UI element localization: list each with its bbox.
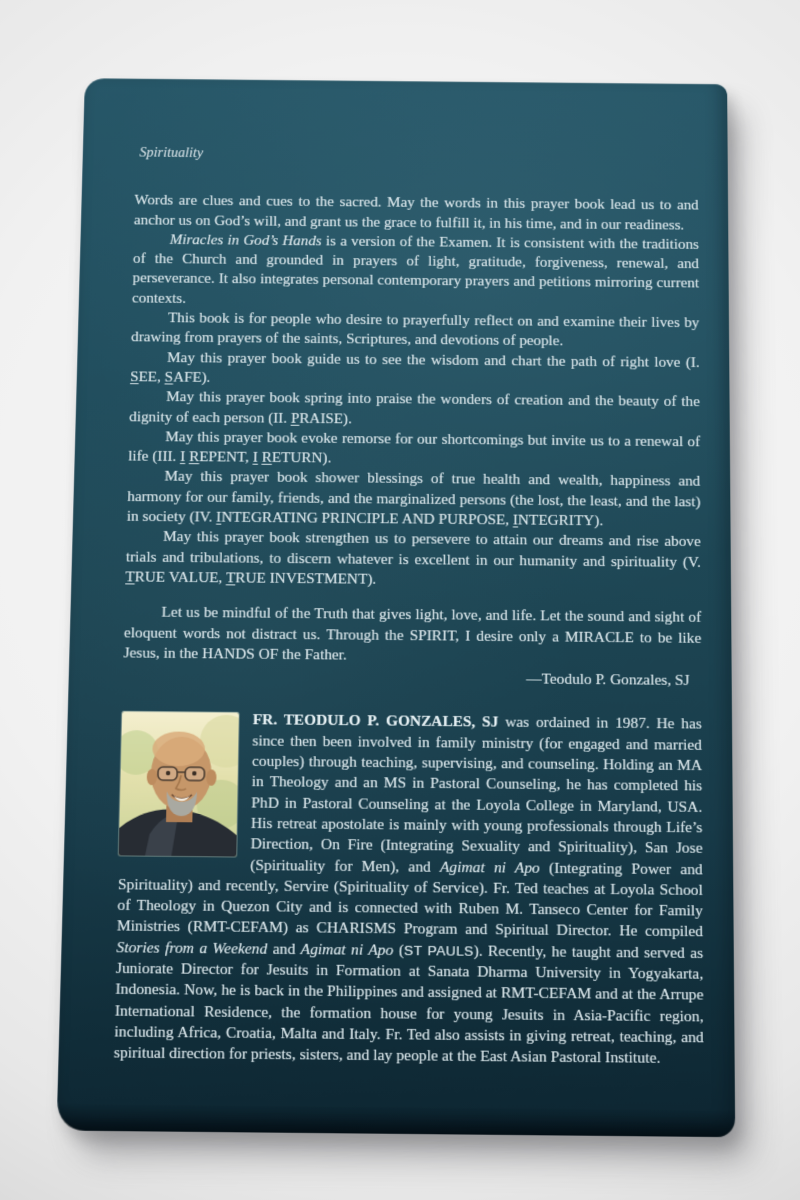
text-segment: NTEGRATING PRINCIPLE AND PURPOSE,	[221, 508, 514, 529]
text-segment: Agimat ni Apo	[300, 940, 394, 959]
author-signature: —Teodulo P. Gonzales, SJ	[526, 670, 690, 690]
text-segment: EPENT,	[198, 448, 253, 466]
text-segment: ST PAULS	[403, 942, 474, 959]
text-segment: S	[164, 368, 174, 386]
text-segment: Agimat ni Apo	[439, 857, 540, 877]
text-segment: May this prayer book evoke remorse for our shortcomings but invite us to a renewal of life (III.	[128, 428, 701, 466]
paragraph	[127, 467, 701, 533]
text-segment: is a version of the Examen. It is consistent with the traditions of the Church and grounded in prayers of light, gratitude, forgiveness, renewal, and perseverance. It also integrates personal contemporary prayers and petitions mirroring current contexts.	[131, 232, 700, 307]
text-segment: (	[393, 941, 405, 959]
text-segment: S	[129, 368, 139, 386]
text-segment: I	[512, 511, 519, 529]
text-segment: T	[225, 569, 236, 587]
text-segment: FR. TEODULO P. GONZALES, SJ	[252, 711, 499, 732]
text-segment: Miracles in God’s Hands	[169, 231, 322, 250]
paragraph	[129, 387, 700, 432]
text-segment: I	[216, 508, 222, 526]
bio-paragraph	[114, 709, 704, 1070]
text-segment: EE,	[138, 368, 165, 386]
text-segment: May this prayer book strengthen us to persevere to attain our dreams and rise above trials and tribulations, to discern whatever is excellent in our humanity and spirituality (V.	[125, 528, 701, 571]
text-segment: RAISE).	[299, 409, 353, 427]
text-segment: I	[252, 449, 259, 466]
paragraph	[130, 348, 700, 393]
author-portrait-illustration	[119, 712, 239, 857]
text-segment: RUE VALUE,	[134, 568, 227, 587]
paragraph	[123, 603, 701, 670]
author-bio-section	[114, 709, 704, 1070]
text-segment: (Integrating Power and Spirituality) and recently, Servire (Spirituality of Service). Fr. Ted teaches at Loyola School of Theology in Quezon City and is connected with Ruben M. Tanseco Center for Family Ministries (RMT-CEFAM) as CHARISMS Program and Spiritual Director. He compiled	[116, 858, 704, 941]
paragraph	[125, 527, 701, 593]
paragraph	[134, 191, 699, 235]
category-label: Spirituality	[139, 145, 204, 161]
blurb-text	[123, 191, 701, 669]
text-segment: AFE).	[172, 368, 211, 386]
paragraph	[132, 230, 699, 314]
text-segment: ). Recently, he taught and served as Juniorate Director for Jesuits in Formation at Sanata Dharma University in Yogyakarta, Indonesia. Now, he is back in the Philippines and assigned at RMT-CEFAM and at the Arrupe International Residence, the formation house for young Jesuits in Asia-Pacific region, including Africa, Croatia, Malta and Italy. Fr. Ted also assists in giving retreat, teaching, and spiritual direction for priests, sisters, and lay people at the East Asian Pastoral Institute.	[113, 941, 704, 1068]
text-segment: May this prayer book shower blessings of true health and wealth, happiness and harmony for our family, friends, and the marginalized persons (the lost, the least, and the last) in society (IV.	[126, 468, 701, 526]
text-segment: R	[261, 449, 272, 467]
text-segment: May this prayer book guide us to see the wisdom and chart the path of right love (I.	[167, 349, 700, 371]
cover-content	[113, 143, 704, 1095]
text-segment: R	[188, 448, 200, 466]
text-segment: NTEGRITY).	[518, 511, 604, 530]
book-back-cover	[57, 78, 736, 1137]
text-segment: RUE INVESTMENT).	[235, 569, 377, 588]
text-segment: P	[290, 409, 300, 427]
text-segment: This book is for people who desire to prayerfully reflect on and examine their lives by drawing from prayers of the saints, Scriptures, and devotions of people.	[130, 309, 700, 350]
paragraph	[128, 427, 700, 472]
text-segment: and	[267, 939, 301, 958]
text-segment: was ordained in 1987. He has since then been involved in family ministry (for engaged and married couples) through teaching, supervising, and counseling. Holding an MA in Theology and an MS in Pastoral Counseling, he has completed his PhD in Pastoral Counseling at the Loyola College in Maryland, USA. His retreat apostolate is mainly with young professionals through Life’s Direction, On Fire (Integrating Sexuality and Spirituality), San Jose (Spirituality for Men), and	[250, 713, 703, 876]
text-segment: I	[179, 448, 186, 466]
paragraph	[131, 308, 700, 353]
text-segment: May this prayer book spring into praise the wonders of creation and the beauty of the dignity of each person (II.	[129, 388, 700, 427]
text-segment: Stories from a Weekend	[116, 938, 268, 958]
text-segment: Words are clues and cues to the sacred. May the words in this prayer book lead us to and anchor us on God’s will, and grant us the grace to fulfill it, in his time, and in our readiness.	[133, 192, 699, 233]
text-segment: ETURN).	[271, 449, 332, 467]
text-segment: Let us be mindful of the Truth that gives light, love, and life. Let the sound and sight of eloquent words not distract us. Through the SPIRIT, I desire only a MIRACLE to be like Jesus, in the HANDS OF the Father.	[123, 603, 702, 664]
text-segment: T	[125, 568, 135, 586]
author-portrait-photo	[119, 712, 239, 857]
